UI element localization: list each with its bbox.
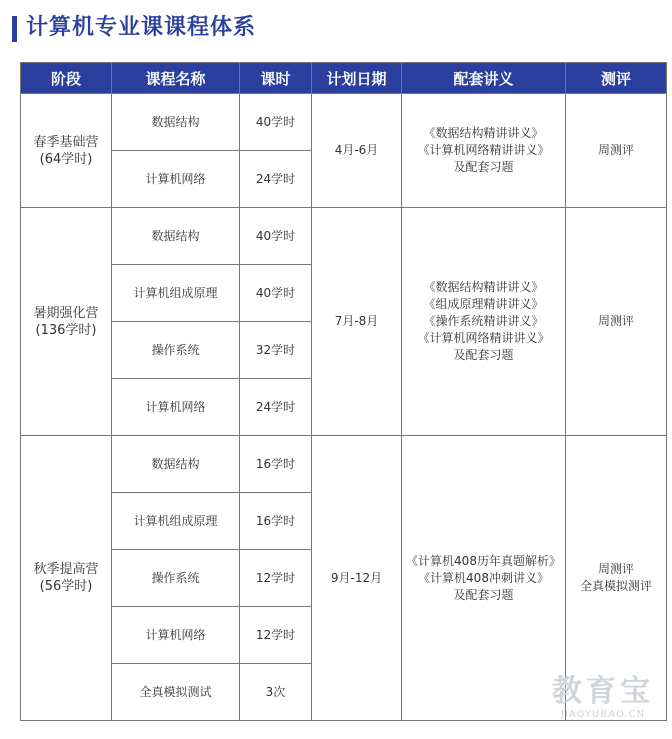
stage-cell [21,436,112,721]
page-title: 计算机专业课课程体系 [26,15,257,40]
material-item: 《数据结构精讲讲义》 [423,280,544,294]
course-name-cell: 操作系统 [112,550,240,607]
assessment-cell [566,94,667,208]
watermark-sub-text: JIAOYUBAO.CN [561,709,645,720]
assessment-item: 全真模拟测评 [579,579,652,593]
stage-hours: (64学时) [39,151,93,167]
course-hours-cell: 40学时 [240,208,312,265]
stage-name: 秋季提高营 [33,562,99,577]
course-name-cell: 数据结构 [112,436,240,493]
header-assessment: 测评 [566,63,667,94]
course-hours-cell: 16学时 [240,436,312,493]
course-hours-cell: 24学时 [240,379,312,436]
header-course-name: 课程名称 [112,63,240,94]
course-hours-cell: 12学时 [240,550,312,607]
course-name-cell: 计算机组成原理 [112,265,240,322]
header-materials: 配套讲义 [402,63,566,94]
table-row [21,208,667,265]
stage-name: 暑期强化营 [33,305,99,321]
material-item: 及配套习题 [453,587,514,602]
stage-name: 春季基础营 [33,134,99,150]
stage-cell [21,208,112,436]
materials-cell [402,94,566,208]
material-item: 《数据结构精讲讲义》 [423,126,544,140]
course-hours-cell: 16学时 [240,493,312,550]
course-name-cell: 操作系统 [112,322,240,379]
material-item: 《组成原理精讲讲义》 [423,297,544,311]
date-cell: 4月-6月 [312,94,402,208]
curriculum-table [20,62,667,721]
course-hours-cell: 40学时 [240,265,312,322]
material-item: 《计算机网络精讲讲义》 [417,331,550,345]
course-name-cell: 数据结构 [112,208,240,265]
assessment-item: 周测评 [597,314,634,328]
header-stage: 阶段 [21,63,112,94]
course-name-cell: 计算机网络 [112,151,240,208]
assessment-cell [566,208,667,436]
material-item: 《计算机408冲刺讲义》 [418,570,549,585]
header-row [21,63,667,94]
course-name-cell: 计算机网络 [112,379,240,436]
watermark-logo [552,675,654,721]
course-name-cell: 数据结构 [112,94,240,151]
assessment-item: 周测评 [597,562,634,576]
stage-cell [21,94,112,208]
course-hours-cell: 40学时 [240,94,312,151]
course-hours-cell: 3次 [240,664,312,721]
course-name-cell: 计算机组成原理 [112,493,240,550]
date-cell: 7月-8月 [312,208,402,436]
course-hours-cell: 24学时 [240,151,312,208]
material-item: 《计算机网络精讲讲义》 [417,143,550,157]
table-row [21,436,667,493]
stage-hours: (56学时) [39,579,93,594]
watermark-main-text: 教育宝 [552,674,654,709]
course-name-cell: 全真模拟测试 [112,664,240,721]
assessment-item: 周测评 [597,143,634,157]
material-item: 《操作系统精讲讲义》 [423,314,544,328]
course-hours-cell: 32学时 [240,322,312,379]
materials-cell [402,208,566,436]
course-name-cell: 计算机网络 [112,607,240,664]
material-item: 《计算机408历年真题解析》 [406,553,561,568]
header-date: 计划日期 [312,63,402,94]
table-row [21,94,667,151]
header-hours: 课时 [240,63,312,94]
material-item: 及配套习题 [453,160,514,174]
title-accent-bar [12,16,17,42]
materials-cell [402,436,566,721]
stage-hours: (136学时) [35,322,97,338]
course-hours-cell: 12学时 [240,607,312,664]
date-cell: 9月-12月 [312,436,402,721]
material-item: 及配套习题 [453,348,514,362]
table-body [21,94,667,721]
